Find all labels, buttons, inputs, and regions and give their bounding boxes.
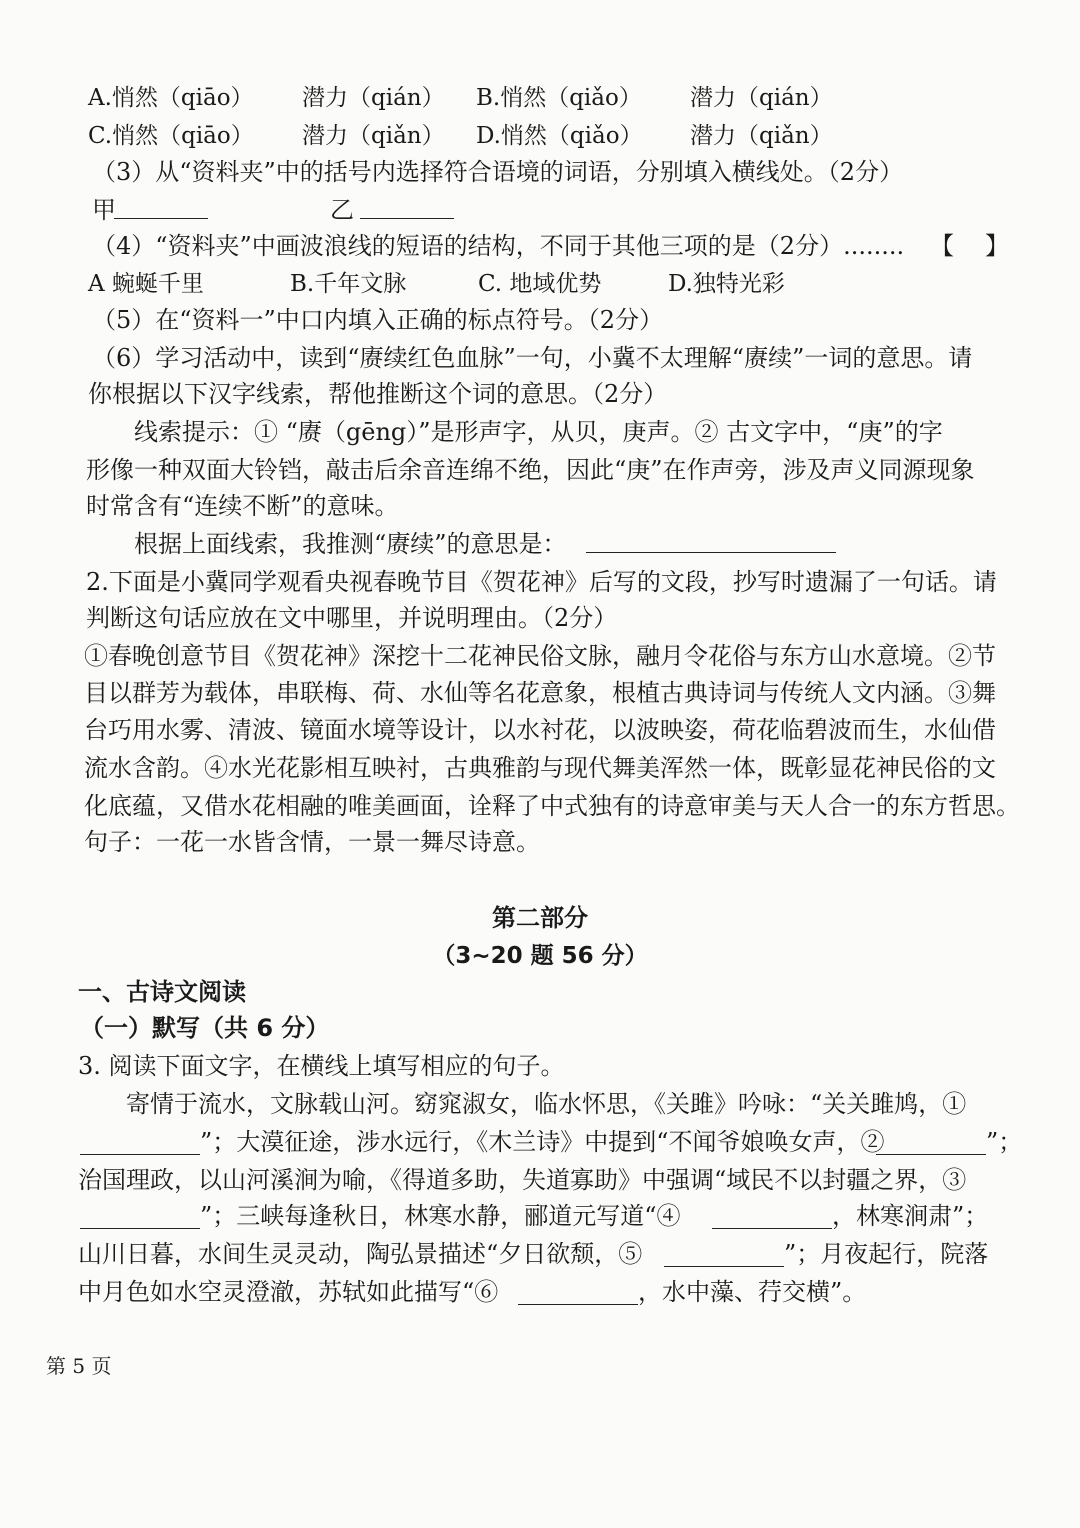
recitation-line-4a: ”；三峡每逢秋日，林寒水静，郦道元写道“④	[200, 1202, 681, 1230]
question-6-line-2: 你根据以下汉字线索，帮他推断这个词的意思。（2分）	[88, 380, 668, 408]
question-4-option-d: D.独特光彩	[668, 271, 785, 297]
question-2-passage-2: 目以群芳为载体，串联梅、荷、水仙等名花意象，根植古典诗词与传统人文内涵。③舞	[84, 679, 996, 707]
question-2-line-2: 判断这句话应放在文中哪里，并说明理由。（2分）	[86, 604, 618, 632]
recitation-line-5b: ”；月夜起行，院落	[784, 1240, 989, 1268]
question-3-intro: 3. 阅读下面文字，在横线上填写相应的句子。	[78, 1052, 565, 1080]
question-2-line-1: 2.下面是小冀同学观看央视春晚节目《贺花神》后写的文段，抄写时遗漏了一句话。请	[86, 568, 997, 596]
part-2-title: 第二部分	[492, 904, 588, 932]
question-6-clue-2: 形像一种双面大铃铛，敲击后余音连绵不绝，因此“庚”在作声旁，涉及声义同源现象	[86, 456, 975, 484]
question-4-bracket-close: 】	[985, 232, 1009, 260]
option-b-reading-1: B.悄然（qiǎo）	[476, 85, 642, 111]
recitation-line-6a: 中月色如水空灵澄澈，苏轼如此描写“⑥	[78, 1278, 499, 1306]
option-c-reading-2: 潜力（qiǎn）	[302, 123, 445, 149]
question-2-sentence: 句子：一花一水皆含情，一景一舞尽诗意。	[84, 828, 540, 856]
question-6-answer-prompt: 根据上面线索，我推测“赓续”的意思是：	[134, 530, 567, 558]
question-3-yi-label: 乙	[330, 196, 354, 224]
question-2-passage-5: 化底蕴，又借水花相融的唯美画面，诠释了中式独有的诗意审美与天人合一的东方哲思。	[84, 792, 1020, 820]
question-5-text: （5）在“资料一”中口内填入正确的标点符号。（2分）	[92, 306, 664, 334]
option-a-reading-1: A.悄然（qiāo）	[88, 85, 254, 111]
recitation-blank-3[interactable]	[80, 1228, 200, 1229]
recitation-line-2a: ”；大漠征途，涉水远行，《木兰诗》中提到“不闻爷娘唤女声，②	[200, 1128, 885, 1156]
part-2-subtitle: （3~20 题 56 分）	[432, 943, 648, 969]
question-4-bracket-open: 【	[930, 232, 954, 260]
question-6-clue-1: 线索提示：① “赓（gēng）”是形声字，从贝，庚声。② 古文字中，“庚”的字	[134, 418, 943, 446]
recitation-blank-6[interactable]	[518, 1304, 638, 1305]
recitation-blank-1[interactable]	[80, 1154, 200, 1155]
question-4-option-b: B.千年文脉	[290, 271, 407, 297]
question-3-jia-blank[interactable]	[114, 218, 208, 219]
question-2-passage-1: ①春晚创意节目《贺花神》深挖十二花神民俗文脉，融月令花俗与东方山水意境。②节	[84, 642, 996, 670]
question-2-passage-4: 流水含韵。④水光花影相互映衬，古典雅韵与现代舞美浑然一体，既彰显花神民俗的文	[84, 754, 996, 782]
option-c-reading-1: C.悄然（qiāo）	[88, 123, 254, 149]
option-a-reading-2: 潜力（qián）	[302, 85, 445, 111]
question-6-answer-blank[interactable]	[586, 552, 836, 553]
question-6-clue-3: 时常含有“连续不断”的意味。	[86, 492, 399, 520]
question-4-option-a: A 蜿蜒千里	[88, 271, 204, 297]
page-number: 第 5 页	[46, 1354, 112, 1378]
recitation-line-1: 寄情于流水，文脉载山河。窈窕淑女，临水怀思，《关雎》吟咏：“关关雎鸠，①	[126, 1090, 967, 1118]
recitation-line-3: 治国理政，以山河溪涧为喻，《得道多助，失道寡助》中强调“域民不以封疆之界，③	[78, 1166, 967, 1194]
question-2-passage-3: 台巧用水雾、清波、镜面水境等设计，以水衬花，以波映姿，荷花临碧波而生，水仙借	[84, 716, 996, 744]
recitation-line-5a: 山川日暮，水间生灵灵动，陶弘景描述“夕日欲颓，⑤	[78, 1240, 643, 1268]
recitation-blank-5[interactable]	[664, 1266, 784, 1267]
section-1-heading: 一、古诗文阅读	[78, 978, 246, 1006]
option-b-reading-2: 潜力（qián）	[690, 85, 833, 111]
question-4-option-c: C. 地域优势	[478, 271, 602, 297]
recitation-blank-4[interactable]	[712, 1228, 832, 1229]
question-4-text: （4）“资料夹”中画波浪线的短语的结构，不同于其他三项的是（2分）........	[92, 232, 905, 260]
recitation-line-2b: ”；	[986, 1128, 1023, 1156]
question-6-line-1: （6）学习活动中，读到“赓续红色血脉”一句，小冀不太理解“赓续”一词的意思。请	[92, 344, 973, 372]
subsection-1-heading: （一）默写（共 6 分）	[80, 1014, 330, 1042]
question-3-jia-label: 甲	[92, 196, 116, 224]
question-3-text: （3）从“资料夹”中的括号内选择符合语境的词语，分别填入横线处。（2分）	[92, 158, 904, 186]
option-d-reading-1: D.悄然（qiǎo）	[476, 123, 643, 149]
recitation-line-4b: ，林寒涧肃”；	[832, 1202, 989, 1230]
question-3-yi-blank[interactable]	[360, 218, 454, 219]
recitation-blank-2[interactable]	[876, 1154, 986, 1155]
option-d-reading-2: 潜力（qiǎn）	[690, 123, 833, 149]
recitation-line-6b: ，水中藻、荇交横”。	[638, 1278, 867, 1306]
